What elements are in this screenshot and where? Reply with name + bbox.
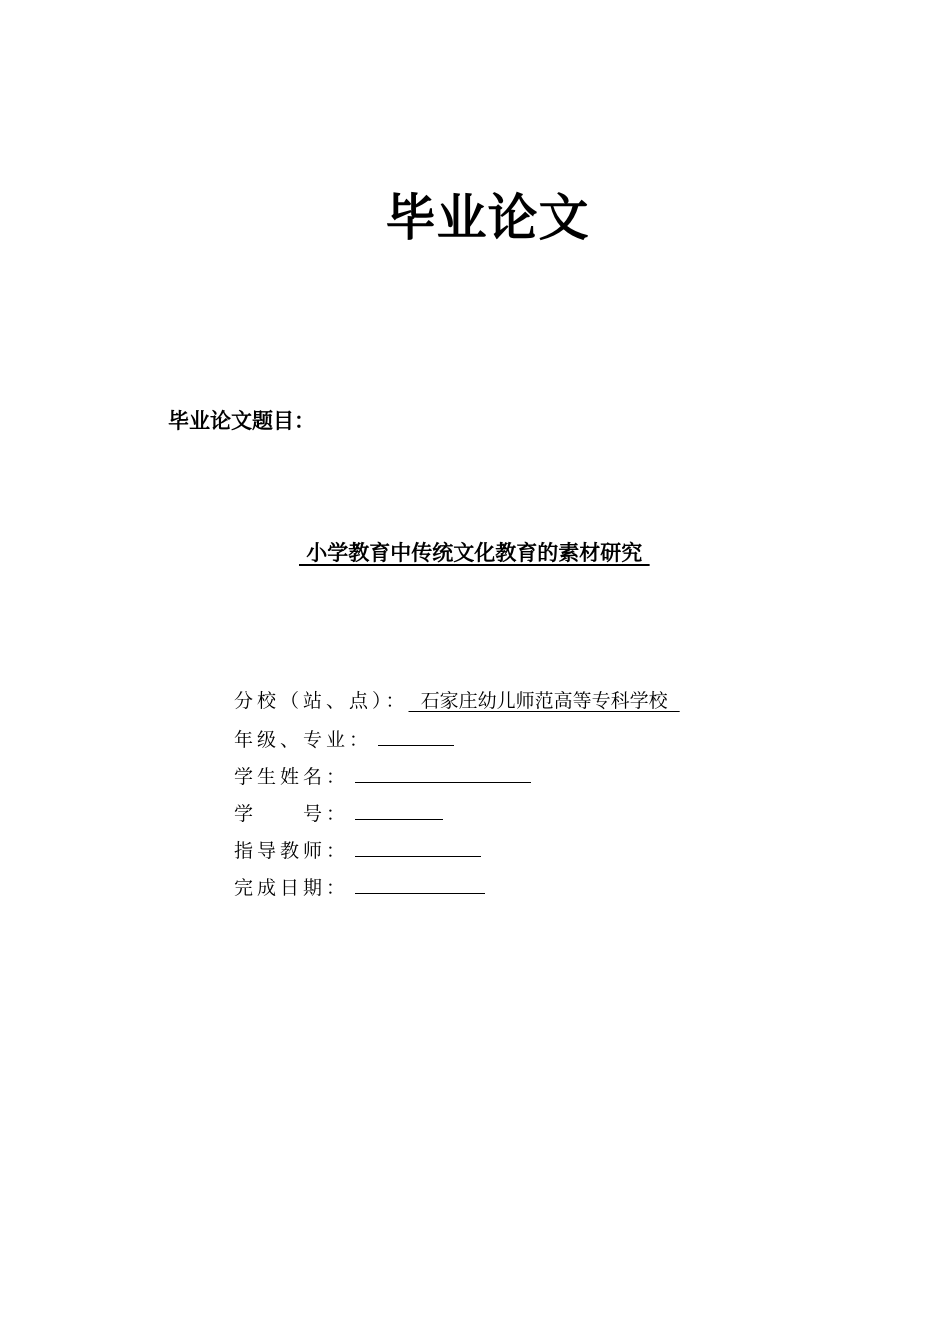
advisor-label: 指导教师： <box>234 840 350 862</box>
advisor-blank <box>355 834 481 857</box>
student-name-row <box>234 760 680 797</box>
student-name-blank <box>355 760 531 783</box>
completion-date-row <box>234 871 680 908</box>
advisor-row <box>234 834 680 871</box>
branch-label: 分校（站、点）： <box>234 690 409 712</box>
student-id-row <box>234 797 680 834</box>
document-title: 毕业论文 <box>385 189 590 247</box>
thesis-topic-value: 小学教育中传统文化教育的素材研究 <box>299 541 650 565</box>
grade-major-blank <box>378 723 454 746</box>
thesis-topic-label: 毕业论文题目： <box>168 409 315 433</box>
student-name-label: 学生姓名： <box>234 766 350 788</box>
student-id-label: 学 号： <box>234 803 350 825</box>
student-id-blank <box>355 797 443 820</box>
completion-date-blank <box>355 871 485 894</box>
branch-row <box>234 686 680 723</box>
completion-date-label: 完成日期： <box>234 877 350 899</box>
branch-value: 石家庄幼儿师范高等专科学校 <box>408 690 680 712</box>
cover-info-block <box>234 686 680 908</box>
grade-major-row <box>234 723 680 760</box>
grade-major-label: 年级、专业： <box>234 729 373 751</box>
